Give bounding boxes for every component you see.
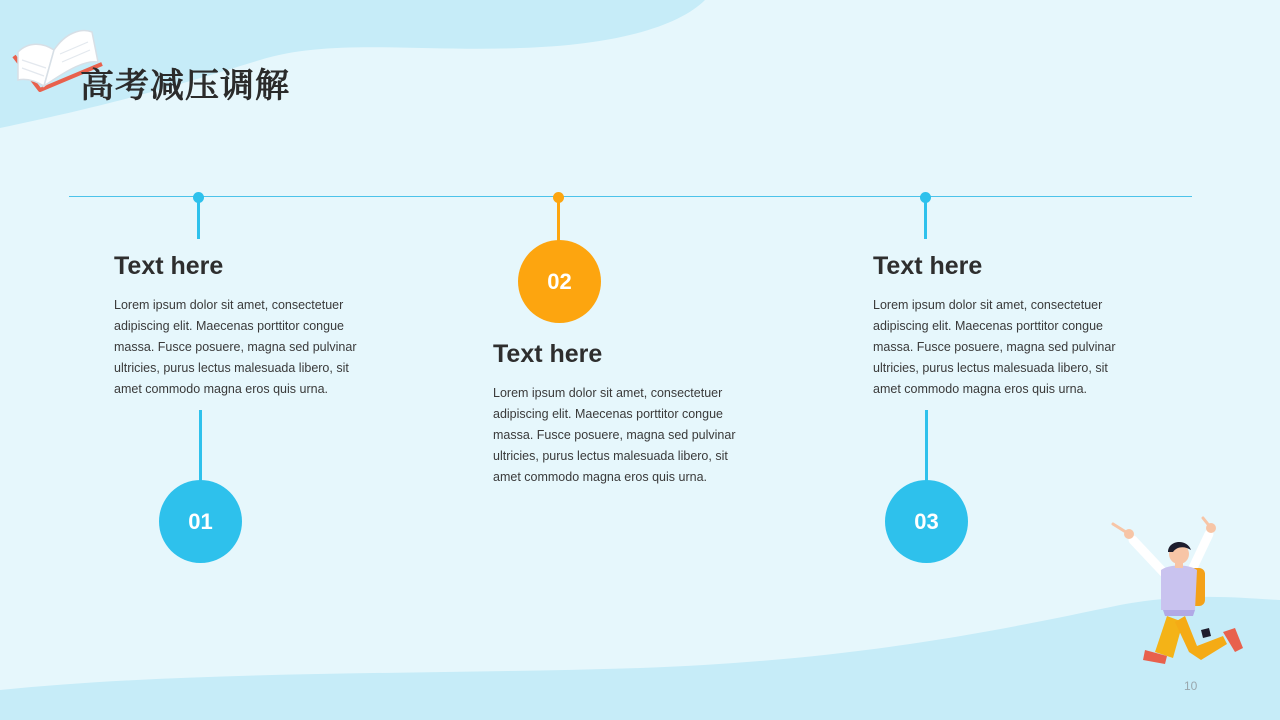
item-3-number-badge: 03 [885, 480, 968, 563]
timeline-stem-bottom-3 [925, 410, 928, 482]
timeline-stem-top-1 [197, 198, 200, 239]
timeline-stem-top-3 [924, 198, 927, 239]
timeline-line [69, 196, 1192, 197]
page-number: 10 [1184, 679, 1198, 693]
item-2-number-badge: 02 [518, 240, 601, 323]
bottom-wave [0, 597, 1280, 720]
page-title: 高考减压调解 [80, 66, 290, 106]
item-1-number-badge: 01 [159, 480, 242, 563]
item-2-heading: Text here [493, 340, 603, 368]
item-3-body: Lorem ipsum dolor sit amet, consectetuer adipiscing elit. Maecenas porttitor congue massa. Fusce posuere, magna sed pulvinar ultricies, purus lectus malesuada libero, sit amet commodo magna eros quis urna. [873, 298, 1116, 396]
timeline-stem-top-2 [557, 198, 560, 242]
item-3-heading: Text here [873, 252, 983, 280]
jumping-student-illustration [1105, 512, 1250, 672]
timeline-stem-bottom-1 [199, 410, 202, 482]
item-1-heading: Text here [114, 252, 224, 280]
item-2-body: Lorem ipsum dolor sit amet, consectetuer adipiscing elit. Maecenas porttitor congue massa. Fusce posuere, magna sed pulvinar ultricies, purus lectus malesuada libero, sit amet commodo magna eros quis urna. [493, 386, 736, 484]
item-1-body: Lorem ipsum dolor sit amet, consectetuer adipiscing elit. Maecenas porttitor congue massa. Fusce posuere, magna sed pulvinar ultricies, purus lectus malesuada libero, sit amet commodo magna eros quis urna. [114, 298, 357, 396]
